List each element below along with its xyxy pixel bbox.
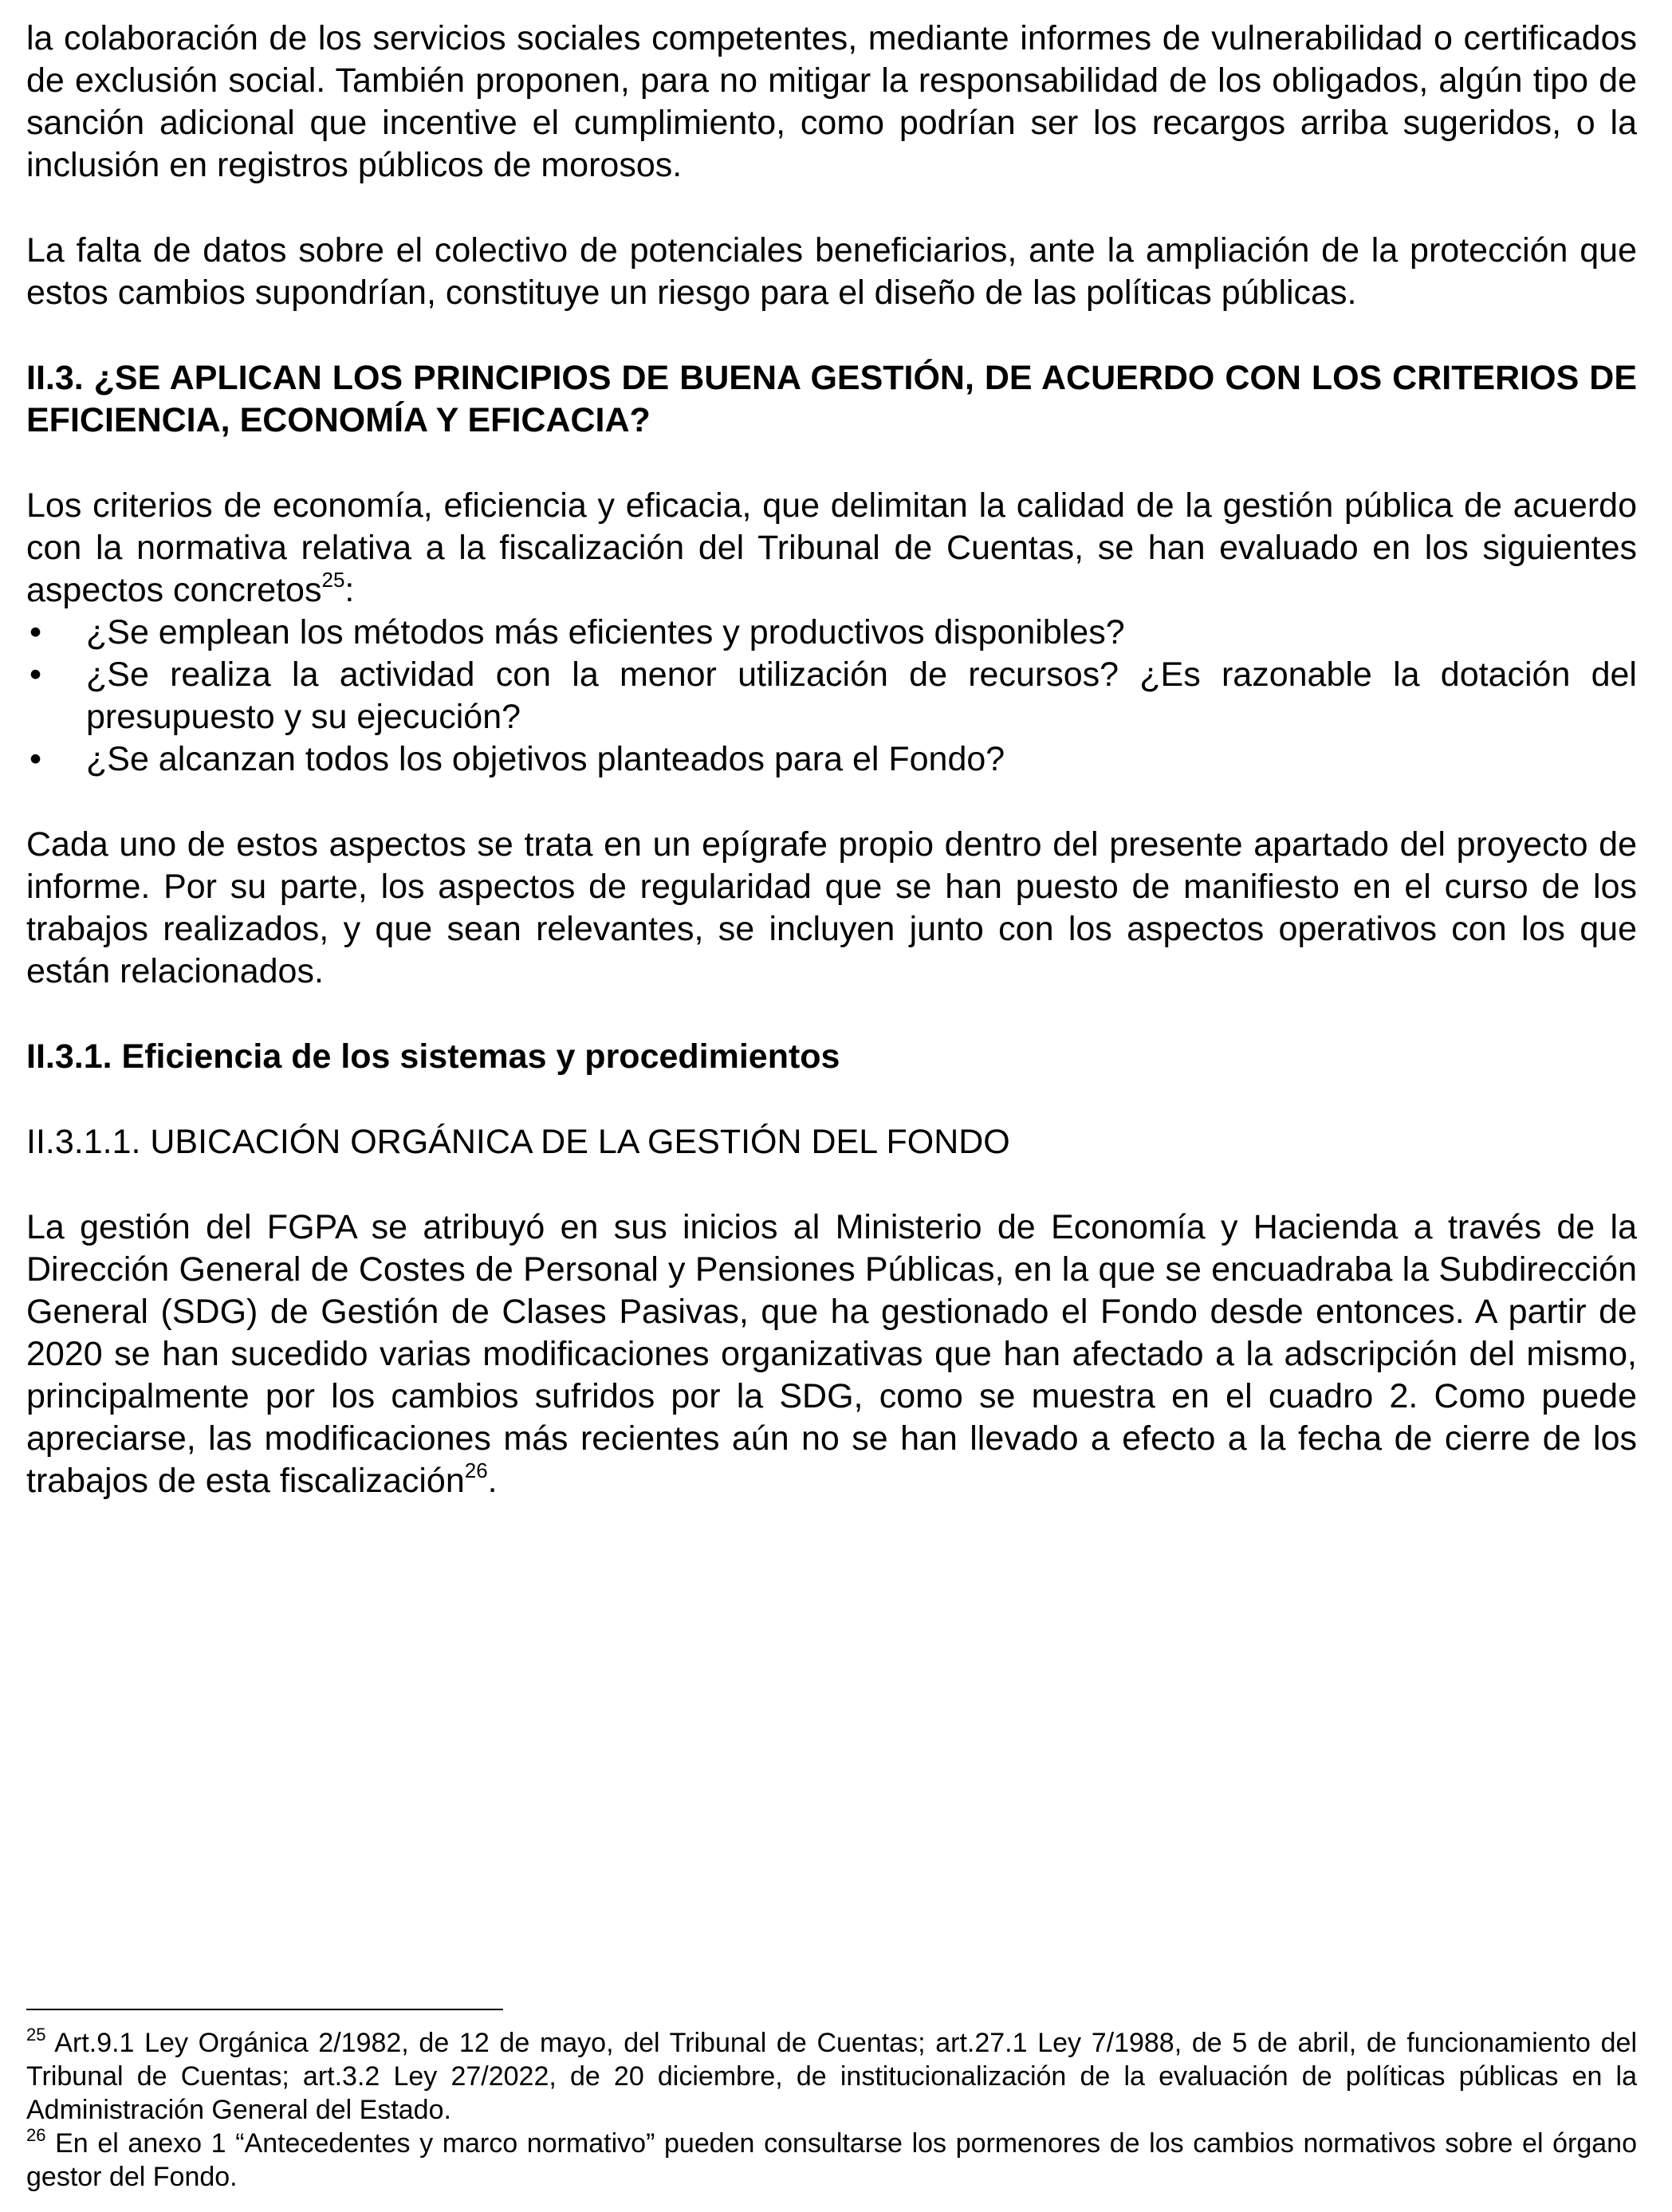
paragraph-aspects: Cada uno de estos aspectos se trata en un epígrafe propio dentro del presente apartado del proyecto de informe. Por su parte, los aspectos de regularidad que se han puesto de manifiesto en el curso de los trabajos realizados, y que sean relevantes, se incluyen junto con los aspectos operativos con los que están relacionados.: [26, 825, 1637, 990]
footnotes-area: [26, 2009, 1637, 2194]
footnote-26: [26, 2127, 1637, 2194]
paragraph-criteria-text: Los criterios de economía, eficiencia y eficacia, que delimitan la calidad de la gestión pública de acuerdo con la normativa relativa a la fiscalización del Tribunal de Cuentas, se han evaluado en los siguientes aspectos concretos: [26, 486, 1637, 609]
bullet-icon: •: [30, 740, 42, 778]
bullet-item: [26, 738, 1637, 781]
footnote-number: 25: [26, 2025, 46, 2045]
footnote-25: [26, 2026, 1637, 2127]
bullet-icon: •: [30, 613, 42, 651]
bullet-item: [26, 612, 1637, 654]
paragraph-sanctions: la colaboración de los servicios sociales competentes, mediante informes de vulnerabilidad o certificados de exclusión social. También proponen, para no mitigar la responsabilidad de los obligados, algún tipo de sanción adicional que incentive el cumplimiento, como podrían ser los recargos arriba sugeridos, o la inclusión en registros públicos de morosos.: [26, 19, 1637, 184]
footnote-number: 26: [26, 2125, 46, 2145]
bullet-item-text: ¿Se alcanzan todos los objetivos planteados para el Fondo?: [86, 740, 1005, 778]
bullet-item: [26, 654, 1637, 738]
paragraph-criteria-end: :: [344, 571, 355, 609]
subsubsection-heading-ii311: II.3.1.1. UBICACIÓN ORGÁNICA DE LA GESTIÓN DEL FONDO: [26, 1123, 1010, 1161]
paragraph-fgpa-text: La gestión del FGPA se atribuyó en sus inicios al Ministerio de Economía y Hacienda a través de la Dirección General de Costes de Personal y Pensiones Públicas, en la que se encuadraba la Subdirección General (SDG) de Gestión de Clases Pasivas, que ha gestionado el Fondo desde entonces. A partir de 2020 se han sucedido varias modificaciones organizativas que han afectado a la adscripción del mismo, principalmente por los cambios sufridos por la SDG, como se muestra en el cuadro 2. Como puede apreciarse, las modificaciones más recientes aún no se han llevado a efecto a la fecha de cierre de los trabajos de esta fiscalización: [26, 1208, 1637, 1500]
paragraph-fgpa-management: [26, 1206, 1637, 1502]
footnote-text: Art.9.1 Ley Orgánica 2/1982, de 12 de mayo, del Tribunal de Cuentas; art.27.1 Ley 7/1988, de 5 de abril, de funcionamiento del Tribunal de Cuentas; art.3.2 Ley 27/2022, de 20 diciembre, de institucionalización de la evaluación de políticas públicas en la Administración General del Estado.: [26, 2028, 1637, 2125]
footnote-ref-25[interactable]: 25: [321, 568, 345, 592]
document-page: [26, 18, 1637, 1502]
subsection-heading-ii31: II.3.1. Eficiencia de los sistemas y procedimientos: [26, 1037, 840, 1076]
paragraph-data-risk: La falta de datos sobre el colectivo de potenciales beneficiarios, ante la ampliación de la protección que estos cambios supondrían, constituye un riesgo para el diseño de las políticas públicas.: [26, 231, 1637, 312]
criteria-bullet-list: [26, 612, 1637, 781]
footnote-separator: [26, 2009, 503, 2010]
footnote-ref-26[interactable]: 26: [464, 1458, 488, 1482]
paragraph-fgpa-end: .: [487, 1462, 498, 1500]
bullet-icon: •: [30, 655, 42, 694]
footnote-text: En el anexo 1 “Antecedentes y marco normativo” pueden consultarse los pormenores de los cambios normativos sobre el órgano gestor del Fondo.: [26, 2128, 1637, 2192]
section-heading-ii3: II.3. ¿SE APLICAN LOS PRINCIPIOS DE BUENA GESTIÓN, DE ACUERDO CON LOS CRITERIOS DE EFICIENCIA, ECONOMÍA Y EFICACIA?: [26, 359, 1637, 439]
paragraph-criteria: [26, 485, 1637, 612]
bullet-item-text: ¿Se emplean los métodos más eficientes y productivos disponibles?: [86, 613, 1125, 651]
bullet-item-text: ¿Se realiza la actividad con la menor utilización de recursos? ¿Es razonable la dotación del presupuesto y su ejecución?: [86, 655, 1637, 736]
